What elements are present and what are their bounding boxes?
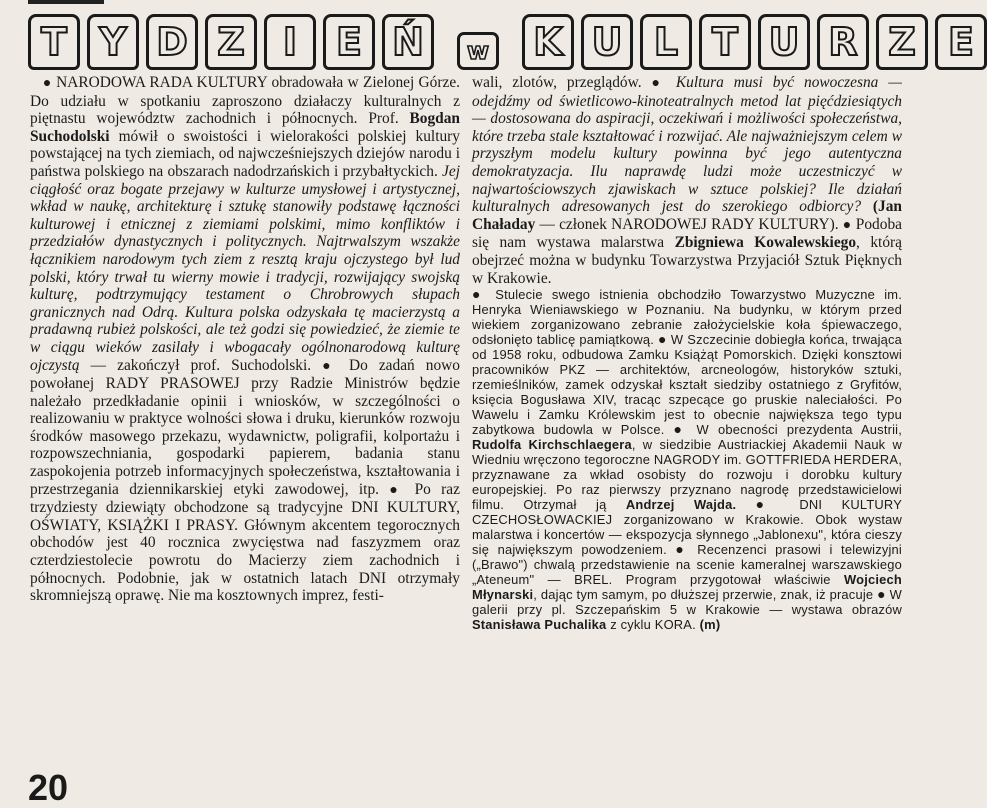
text-run: — członek NARODOWEJ RADY KULTURY). bbox=[535, 215, 843, 233]
bullet: ● bbox=[673, 421, 688, 438]
text-run: — zakończył prof. Suchodolski. bbox=[79, 356, 323, 374]
masthead-letter: I bbox=[264, 14, 316, 70]
article-column-left bbox=[30, 74, 460, 774]
bullet: ● bbox=[675, 541, 689, 558]
masthead-letter: U bbox=[581, 14, 633, 70]
person-name: Bogdan Suchodolski bbox=[30, 110, 460, 145]
person-name: (Jan Chaładay bbox=[472, 198, 902, 233]
masthead-letter: K bbox=[522, 14, 574, 70]
bullet: ● bbox=[322, 358, 338, 374]
masthead-letter: U bbox=[758, 14, 810, 70]
page-number: 20 bbox=[28, 767, 69, 808]
text-run: z cyklu KORA. bbox=[606, 617, 700, 633]
masthead-letter: E bbox=[935, 14, 987, 70]
masthead-word-2 bbox=[457, 32, 499, 70]
masthead-letter: R bbox=[817, 14, 869, 70]
masthead-letter: E bbox=[323, 14, 375, 70]
text-run: wali, zlotów, przeglądów. bbox=[472, 74, 652, 91]
masthead-letter: Z bbox=[205, 14, 257, 70]
bullet: ● bbox=[389, 482, 405, 498]
text-run: , w siedzibie Austriackiej Akademii Nauk w Wiedniu wręczono tegoroczne NAGRODY im. GOTTFRIEDA HERDERA, przyznawane za wkład osobisty do rozwoju i dorobku kultury europejskiej. Po raz pierwszy przyznano nagrodę przedstawicielowi filmu. Otrzymał ją bbox=[472, 437, 903, 513]
masthead-letter: Ń bbox=[382, 14, 434, 70]
masthead-letter: Z bbox=[876, 14, 928, 70]
text-run: W Szczecinie dobiegła końca, trwająca od 1958 roku, odbudowa Zamku Książąt Pomorskich. Dzięki konsztowi pracowników PKZ — architektów, arcneologów, historyków sztuki, rzemieślników, zamek odzyskał kształt siedziby ostatniego z Gryfitów, księcia Bogusława XIV, tracąc szpecące go pruskie naleciałości. Po Wawelu i Zamku Królewskim jest to obecnie największa tego typu zabytkowa budowla w Polsce. bbox=[472, 332, 903, 438]
corner-rule bbox=[28, 0, 104, 4]
person-name: Rudolfa Kirchschlaegera bbox=[472, 437, 632, 453]
bullet: ● bbox=[842, 217, 852, 233]
bullet: ● bbox=[877, 586, 886, 603]
article-column-right bbox=[472, 74, 902, 774]
author-signature: (m) bbox=[699, 617, 721, 633]
masthead-letter: T bbox=[699, 14, 751, 70]
masthead-letter: L bbox=[640, 14, 692, 70]
article-text bbox=[472, 74, 902, 287]
person-name: Zbigniewa Kowalewskiego bbox=[674, 234, 857, 252]
masthead-word-1 bbox=[28, 14, 434, 70]
masthead-letter: Y bbox=[87, 14, 139, 70]
text-run: NARODOWA RADA KULTURY obradowała w Zielonej Górze. Do udziału w spotkaniu zaproszono działaczy kulturalnych z piętnastu województw zachodnich i północnych. Prof. bbox=[30, 74, 460, 128]
masthead-word-3 bbox=[522, 14, 987, 70]
person-name: Stanisława Puchalika bbox=[472, 617, 607, 633]
bullet: ● bbox=[472, 286, 487, 303]
masthead-letter: T bbox=[28, 14, 80, 70]
news-briefs bbox=[472, 287, 902, 632]
masthead-letter: w bbox=[457, 32, 499, 70]
quotation: Jej ciągłość oraz bogate przejawy w kulturze umysłowej i artystycznej, wkład w naukę, architekturę i sztukę stanowiły podstawę łączności kulturowej i etnicznej z ziemiami polskimi, mimo konfliktów i przedziałów dynastycznych i politycznych. Najtrwalszym wszakże łącznikiem narodowym tych ziem z resztą kraju ojczystego był lud polski, który trwał tu wierny mowie i tradycji, rozwijający swojską kulturę, podtrzymujący testament o Chrobrowych słupach granicznych nad Odrą. Kultura polska odzyskała tę macierzystą a pradawną rubież polskości, ale też godzi się powiedzieć, że ziemie te w ciągu wieków zasilały i wbogacały ogólnonarodową kulturę ojczystą bbox=[30, 162, 460, 374]
text-run: mówił o swoistości i wielorakości polskiej kultury powstającej na tych ziemiach, od najwcześniejszych dziejów narodu i państwa polskiego na obszarach nadodrzańskich i przybałtyckich. bbox=[30, 127, 460, 180]
bullet: ● bbox=[658, 331, 667, 348]
bullet: ● bbox=[651, 76, 666, 91]
text-run: DNI KULTURY CZECHOSŁOWACKIEJ zorganizowano w Krakowie. Obok wystaw malarstwa i koncertów — ekspozycja słynnego „Jablonexu", która cieszy się największym powodzeniem. bbox=[472, 497, 902, 558]
text-run: , którą obejrzeć można w budynku Towarzystwa Przyjaciół Sztuk Pięknych w Krakowie. bbox=[472, 234, 902, 287]
person-name: Wojciech Młynarski bbox=[472, 572, 902, 603]
section-masthead bbox=[28, 10, 974, 70]
text-run: Do zadań nowo powołanej RADY PRASOWEJ przy Radzie Ministrów będzie należało przedkładanie opinii i wniosków, w szczególności o realizowaniu w praktyce wolności słowa i druku, kierunków rozwoju środków masowego przekazu, wydawnictw, poligrafii, kolportażu i rozpowszechniania, gospodarki papierem, badania stanu zaspokojenia potrzeb informacyjnych społeczeństwa, kształtowania i przestrzegania dziennikarskiej etyki zawodowej, itp. bbox=[30, 356, 460, 498]
text-run: , dając tym samym, po dłuższej przerwie, znak, iż pracuje bbox=[533, 587, 878, 603]
masthead-letter: D bbox=[146, 14, 198, 70]
text-run: Podoba się nam wystawa malarstwa bbox=[472, 215, 902, 252]
text-run: W galerii przy pl. Szczepańskim 5 w Krakowie — wystawa obrazów bbox=[472, 587, 903, 618]
article-text bbox=[30, 74, 460, 605]
text-run: Stulecie swego istnienia obchodziło Towarzystwo Muzyczne im. Henryka Wieniawskiego w Poznaniu. Na budynku, w którym przed wiekiem zorganizowano zebranie założycielskie koła śpiewaczego, odsłonięto tablicę pamiątkową. bbox=[472, 287, 903, 348]
person-name: Andrzej Wajda. bbox=[625, 497, 737, 513]
quotation: Kultura musi być nowoczesna — odejdźmy od świetlicowo-kinoteatralnych metod lat pięćdziesiątych — dostosowana do aspiracji, oczekiwań i możliwości społeczeństwa, które trzeba stale kształtować i rozwijać. Ale najważniejszym celem w przyszłym modelu kultury powinna być jego autentyczna demokratyzacja. Ilu naprawdę ludzi może uczestniczyć w najwartościowszych zjawiskach w sztuce polskiej? Ile działań kulturalnych adresowanych jest do szerokiego odbiorcy? bbox=[472, 74, 902, 216]
bullet: ● bbox=[755, 496, 780, 513]
text-run: Recenzenci prasowi i telewizyjni („Brawo") chwalą przedstawienie na scenie kameralnej warszawskiego „Ateneum" — BREL. Program przygotował właściwie bbox=[472, 542, 902, 588]
text-run: W obecności prezydenta Austrii, bbox=[687, 422, 902, 438]
bullet: ● bbox=[42, 76, 52, 91]
text-run: Po raz trzydziesty dziewiąty obchodzone są tradycyjne DNI KULTURY, OŚWIATY, KSIĄŻKI I PRASY. Głównym akcentem tegorocznych obchodów jest 40 rocznica zwycięstwa nad faszyzmem oraz czterdziestolecie powrotu do Macierzy ziem zachodnich i północnych. Podobnie, jak w ostatnich latach DNI otrzymały skromniejszą oprawę. Nie ma kosztownych imprez, festi- bbox=[30, 480, 460, 605]
